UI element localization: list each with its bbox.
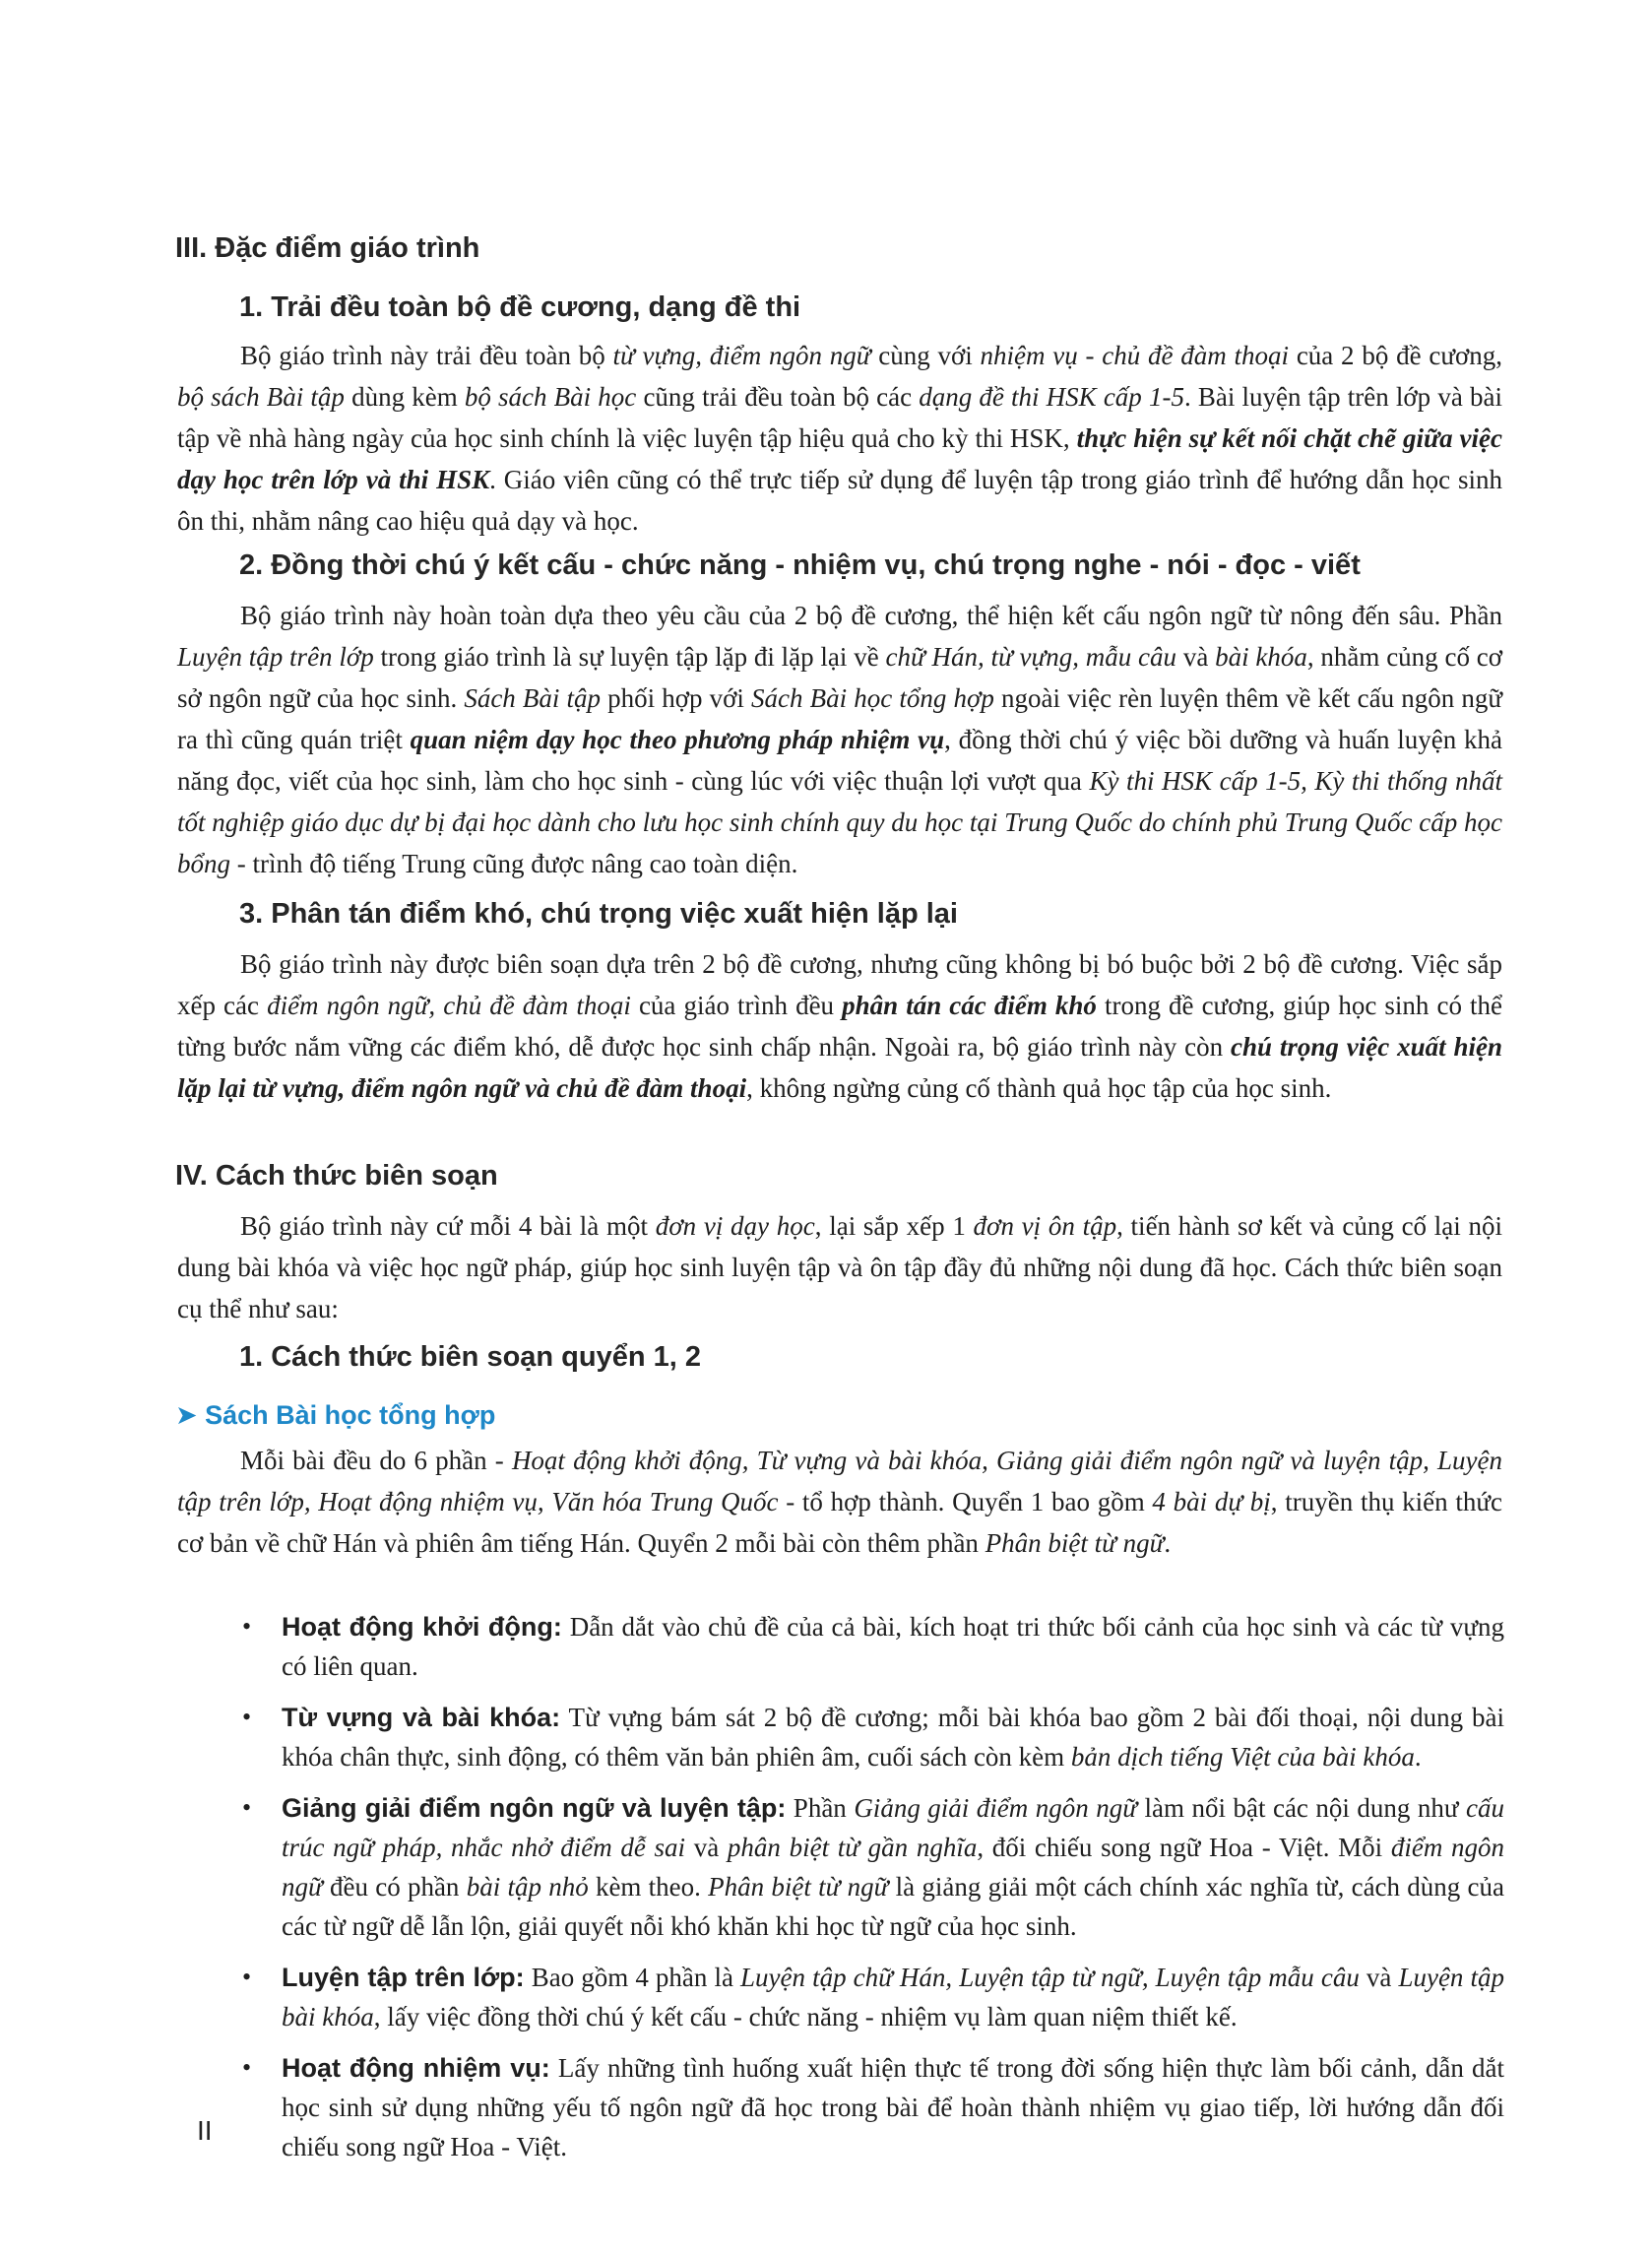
- paragraph-3-1: Bộ giáo trình này trải đều toàn bộ từ vựng, điểm ngôn ngữ cùng với nhiệm vụ - chủ đề đàm thoại của 2 bộ đề cương, bộ sách Bài tập dùng kèm bộ sách Bài học cũng trải đều toàn bộ các dạng đề thi HSK cấp 1-5. Bài luyện tập trên lớp và bài tập về nhà hàng ngày của học sinh chính là việc luyện tập hiệu quả cho kỳ thi HSK, thực hiện sự kết nối chặt chẽ giữa việc dạy học trên lớp và thi HSK. Giáo viên cũng có thể trực tiếp sử dụng để luyện tập trong giáo trình để hướng dẫn học sinh ôn thi, nhằm nâng cao hiệu quả dạy và học.: [177, 341, 1503, 536]
- bullet-icon: •: [242, 1793, 252, 1822]
- heading-3-1: 1. Trải đều toàn bộ đề cương, dạng đề thi: [239, 291, 801, 323]
- heading-3-2: 2. Đồng thời chú ý kết cấu - chức năng - nhiệm vụ, chú trọng nghe - nói - đọc - viết: [239, 549, 1361, 581]
- paragraph-4-body: Mỗi bài đều do 6 phần - Hoạt động khởi động, Từ vựng và bài khóa, Giảng giải điểm ngôn ngữ và luyện tập, Luyện tập trên lớp, Hoạt động nhiệm vụ, Văn hóa Trung Quốc - tổ hợp thành. Quyển 1 bao gồm 4 bài dự bị, truyền thụ kiến thức cơ bản về chữ Hán và phiên âm tiếng Hán. Quyển 2 mỗi bài còn thêm phần Phân biệt từ ngữ.: [177, 1446, 1503, 1558]
- list-item: • Giảng giải điểm ngôn ngữ và luyện tập: Phần Giảng giải điểm ngôn ngữ làm nổi bật các nội dung như cấu trúc ngữ pháp, nhắc nhở điểm dễ sai và phân biệt từ gần nghĩa, đối chiếu song ngữ Hoa - Việt. Mỗi điểm ngôn ngữ đều có phần bài tập nhỏ kèm theo. Phân biệt từ ngữ là giảng giải một cách chính xác nghĩa từ, cách dùng của các từ ngữ dễ lẫn lộn, giải quyết nỗi khó khăn khi học từ ngữ của học sinh.: [242, 1788, 1504, 1946]
- heading-4-1: 1. Cách thức biên soạn quyển 1, 2: [239, 1341, 702, 1373]
- component-list: [242, 1607, 1504, 2166]
- bullet-icon: •: [242, 2053, 252, 2082]
- list-item: • Hoạt động nhiệm vụ: Lấy những tình huống xuất hiện thực tế trong đời sống hiện thực làm bối cảnh, dẫn dắt học sinh sử dụng những yếu tố ngôn ngữ đã học trong bài để hoàn thành nhiệm vụ giao tiếp, lời hướng dẫn đối chiếu song ngữ Hoa - Việt.: [242, 2048, 1504, 2166]
- list-item: • Từ vựng và bài khóa: Từ vựng bám sát 2 bộ đề cương; mỗi bài khóa bao gồm 2 bài đối thoại, nội dung bài khóa chân thực, sinh động, có thêm văn bản phiên âm, cuối sách còn kèm bản dịch tiếng Việt của bài khóa.: [242, 1698, 1504, 1776]
- heading-3-3: 3. Phân tán điểm khó, chú trọng việc xuất hiện lặp lại: [239, 898, 958, 930]
- section-3-title: III. Đặc điểm giáo trình: [175, 232, 480, 264]
- list-item: • Hoạt động khởi động: Dẫn dắt vào chủ đề của cả bài, kích hoạt tri thức bối cảnh của học sinh và các từ vựng có liên quan.: [242, 1607, 1504, 1686]
- list-item: • Luyện tập trên lớp: Bao gồm 4 phần là Luyện tập chữ Hán, Luyện tập từ ngữ, Luyện tập mẫu câu và Luyện tập bài khóa, lấy việc đồng thời chú ý kết cấu - chức năng - nhiệm vụ làm quan niệm thiết kế.: [242, 1958, 1504, 2036]
- bullet-icon: •: [242, 1612, 252, 1641]
- page-number: II: [197, 2115, 213, 2146]
- paragraph-3-3: Bộ giáo trình này được biên soạn dựa trên 2 bộ đề cương, nhưng cũng không bị bó buộc bởi 2 bộ đề cương. Việc sắp xếp các điểm ngôn ngữ, chủ đề đàm thoại của giáo trình đều phân tán các điểm khó trong đề cương, giúp học sinh có thể từng bước nắm vững các điểm khó, dễ được học sinh chấp nhận. Ngoài ra, bộ giáo trình này còn chú trọng việc xuất hiện lặp lại từ vựng, điểm ngôn ngữ và chủ đề đàm thoại, không ngừng củng cố thành quả học tập của học sinh.: [177, 949, 1502, 1103]
- paragraph-4-intro: Bộ giáo trình này cứ mỗi 4 bài là một đơn vị dạy học, lại sắp xếp 1 đơn vị ôn tập, tiến hành sơ kết và củng cố lại nội dung bài khóa và việc học ngữ pháp, giúp học sinh luyện tập và ôn tập đầy đủ những nội dung đã học. Cách thức biên soạn cụ thể như sau:: [177, 1211, 1502, 1323]
- bullet-icon: •: [242, 1703, 252, 1731]
- paragraph-3-2: Bộ giáo trình này hoàn toàn dựa theo yêu cầu của 2 bộ đề cương, thể hiện kết cấu ngôn ngữ từ nông đến sâu. Phần Luyện tập trên lớp trong giáo trình là sự luyện tập lặp đi lặp lại về chữ Hán, từ vựng, mẫu câu và bài khóa, nhằm củng cố cơ sở ngôn ngữ của học sinh. Sách Bài tập phối hợp với Sách Bài học tổng hợp ngoài việc rèn luyện thêm về kết cấu ngôn ngữ ra thì cũng quán triệt quan niệm dạy học theo phương pháp nhiệm vụ, đồng thời chú ý việc bồi dưỡng và huấn luyện khả năng đọc, viết của học sinh, làm cho học sinh - cùng lúc với việc thuận lợi vượt qua Kỳ thi HSK cấp 1-5, Kỳ thi thống nhất tốt nghiệp giáo dục dự bị đại học dành cho lưu học sinh chính quy du học tại Trung Quốc do chính phủ Trung Quốc cấp học bổng - trình độ tiếng Trung cũng được nâng cao toàn diện.: [177, 601, 1502, 878]
- section-4-title: IV. Cách thức biên soạn: [175, 1160, 498, 1192]
- subsection-title: ➤ Sách Bài học tổng hợp: [175, 1400, 496, 1430]
- bullet-icon: •: [242, 1963, 252, 1991]
